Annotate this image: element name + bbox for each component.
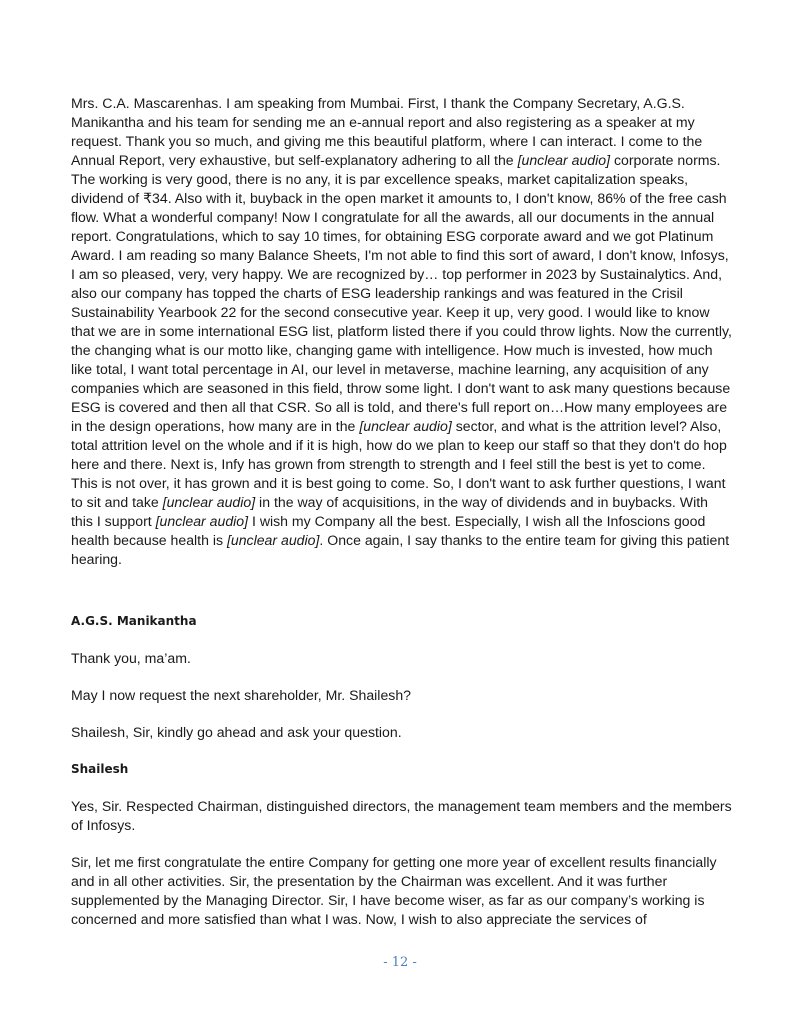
statement-text: corporate norms. The working is very good, there is no any, it is par excellence speaks, market capitalization speaks, dividend of ₹34. Also with it, buyback in the open market it amounts to, I don't know, 86% of the free cash flow. What a wonderful company! Now I congratulate for all the awards, all our documents in the annual report. Congratulations, which to say 10 times, for obtaining ESG corporate award and we got Platinum Award. I am reading so many Balance Sheets, I'm not able to find this sort of award, I don't know, Infosys, I am so pleased, very, very happy. We are recognized by… top performer in 2023 by Sustainalytics. And, also our company has topped the charts of ESG leadership rankings and was featured in the Crisil Sustainability Yearbook 22 for the second consecutive year. Keep it up, very good. I would like to know that we are in some international ESG list, platform listed there if you could throw lights. Now the currently, the changing what is our motto like, changing game with intelligence. How much is invested, how much like total, I want total percentage in AI, our level in metaverse, machine learning, any acquisition of any companies which are seasoned in this field, throw some light. I don't want to ask many questions because ESG is covered and then all that CSR. So all is told, and there's full report on…How many employees are in the design operations, how many are in the <box>71 152 732 434</box>
shailesh-intro: Yes, Sir. Respected Chairman, distinguished directors, the management team members and the members of Infosys. <box>71 798 732 833</box>
unclear-audio-note: [unclear audio] <box>226 532 320 548</box>
next-shareholder-request: May I now request the next shareholder, Mr. Shailesh? <box>71 687 412 703</box>
statement-text: in the way of acquisitions, in the way of dividends and in buybacks. With this I support <box>71 494 708 529</box>
transcript-body <box>71 94 733 929</box>
mascarenhas-statement <box>71 94 733 569</box>
speaker-name-manikantha: A.G.S. Manikantha <box>71 614 197 628</box>
statement-text: Mrs. C.A. Mascarenhas. I am speaking from Mumbai. First, I thank the Company Secretary, A.G.S. Manikantha and his team for sending me an e-annual report and also registering as a speaker at my request. Thank you so much, and giving me this beautiful platform, where I can interact. I come to the Annual Report, very exhaustive, but self-explanatory adhering to all the <box>71 95 703 168</box>
statement-text: . Once again, I say thanks to the entire team for giving this patient hearing. <box>71 532 730 567</box>
unclear-audio-note: [unclear audio] <box>359 418 452 434</box>
unclear-audio-note: [unclear audio] <box>155 513 249 529</box>
statement-text: I wish my Company all the best. Especially, I wish all the Infoscions good health because health is <box>71 513 706 548</box>
unclear-audio-note: [unclear audio] <box>517 152 611 168</box>
go-ahead-line: Shailesh, Sir, kindly go ahead and ask your question. <box>71 724 402 740</box>
statement-text: sector, and what is the attrition level? Also, total attrition level on the whole and if it is high, how do we plan to keep our staff so that they don't do hop here and there. Next is, Infy has grown from strength to strength and I feel still the best is yet to come. This is not over, it has grown and it is best going to come. So, I don't want to ask further questions, I want to sit and take <box>71 418 727 510</box>
thank-you-line: Thank you, ma’am. <box>71 650 191 666</box>
page-number: - 12 - <box>383 955 417 970</box>
shailesh-statement: Sir, let me first congratulate the entire Company for getting one more year of excellent results financially and in all other activities. Sir, the presentation by the Chairman was excellent. And it was further supplemented by the Managing Director. Sir, I have become wiser, as far as our company’s working is concerned and more satisfied than what I was. Now, I wish to also appreciate the services of <box>71 854 717 927</box>
unclear-audio-note: [unclear audio] <box>162 494 256 510</box>
speaker-name-shailesh: Shailesh <box>71 762 129 776</box>
